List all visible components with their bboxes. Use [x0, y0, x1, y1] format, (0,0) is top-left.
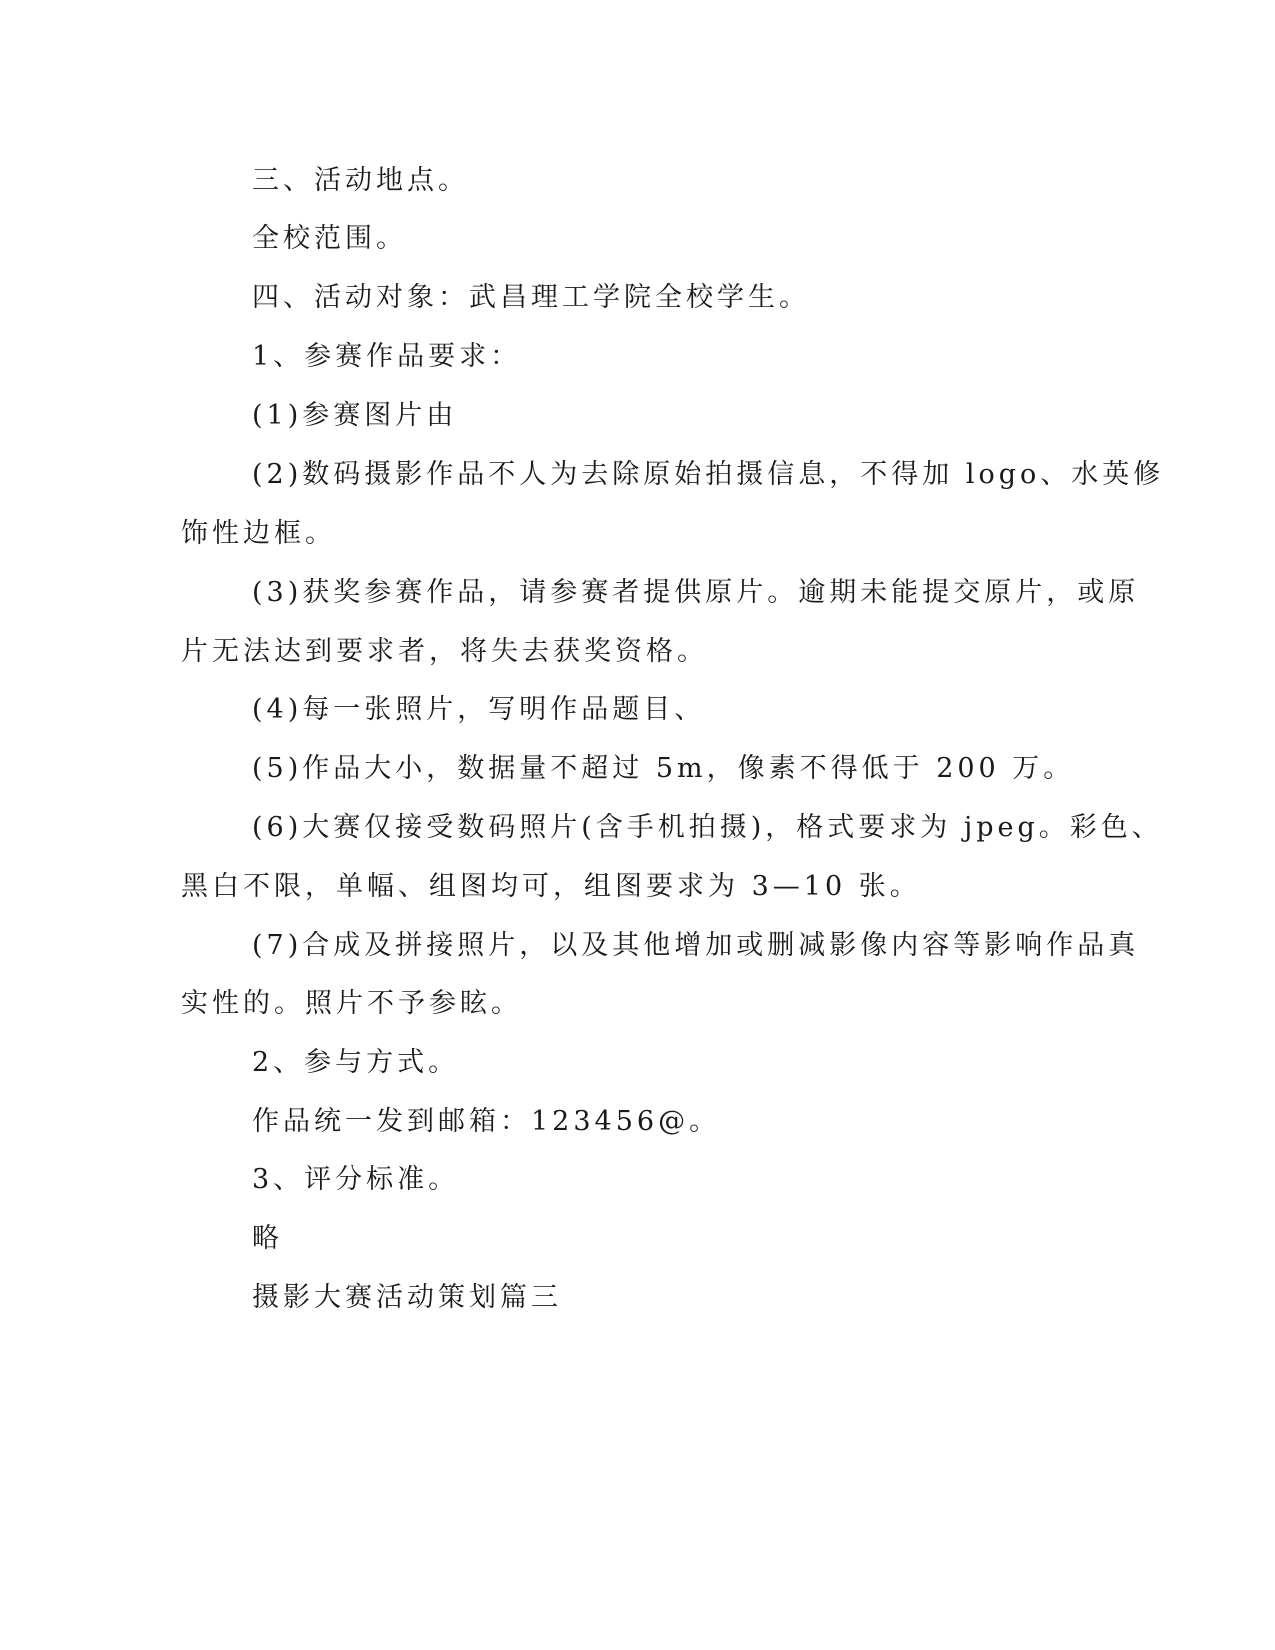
- subheading-participation-method: 2、参与方式。: [252, 1047, 460, 1078]
- requirement-item-5: (5)作品大小，数据量不超过 5m，像素不得低于 200 万。: [252, 753, 1075, 784]
- requirement-item-7: (7)合成及拼接照片，以及其他增加或删减影像内容等影响作品真: [252, 930, 1140, 961]
- requirement-item-1: (1)参赛图片由: [252, 400, 458, 431]
- requirement-item-2-continued: 饰性边框。: [181, 518, 336, 549]
- section-heading-participants: 四、活动对象：武昌理工学院全校学生。: [252, 282, 810, 313]
- requirement-item-6-continued: 黑白不限，单幅、组图均可，组图要求为 3—10 张。: [181, 871, 921, 902]
- requirement-item-7-continued: 实性的。照片不予参眩。: [181, 988, 522, 1019]
- paragraph-location: 全校范围。: [252, 223, 407, 254]
- requirement-item-6: (6)大赛仅接受数码照片(含手机拍摄)，格式要求为 jpeg。彩色、: [252, 812, 1163, 843]
- section-title-part-three: 摄影大赛活动策划篇三: [252, 1282, 562, 1313]
- requirement-item-3-continued: 片无法达到要求者，将失去获奖资格。: [181, 636, 708, 667]
- subheading-requirements: 1、参赛作品要求：: [252, 341, 522, 372]
- paragraph-scoring-omitted: 略: [252, 1223, 283, 1254]
- section-heading-location: 三、活动地点。: [252, 165, 469, 196]
- requirement-item-3: (3)获奖参赛作品，请参赛者提供原片。逾期未能提交原片，或原: [252, 577, 1140, 608]
- paragraph-submission-email: 作品统一发到邮箱：123456@。: [252, 1106, 721, 1137]
- requirement-item-4: (4)每一张照片，写明作品题目、: [252, 694, 706, 725]
- subheading-scoring: 3、评分标准。: [252, 1164, 460, 1195]
- requirement-item-2: (2)数码摄影作品不人为去除原始拍摄信息，不得加 logo、水英修: [252, 459, 1165, 490]
